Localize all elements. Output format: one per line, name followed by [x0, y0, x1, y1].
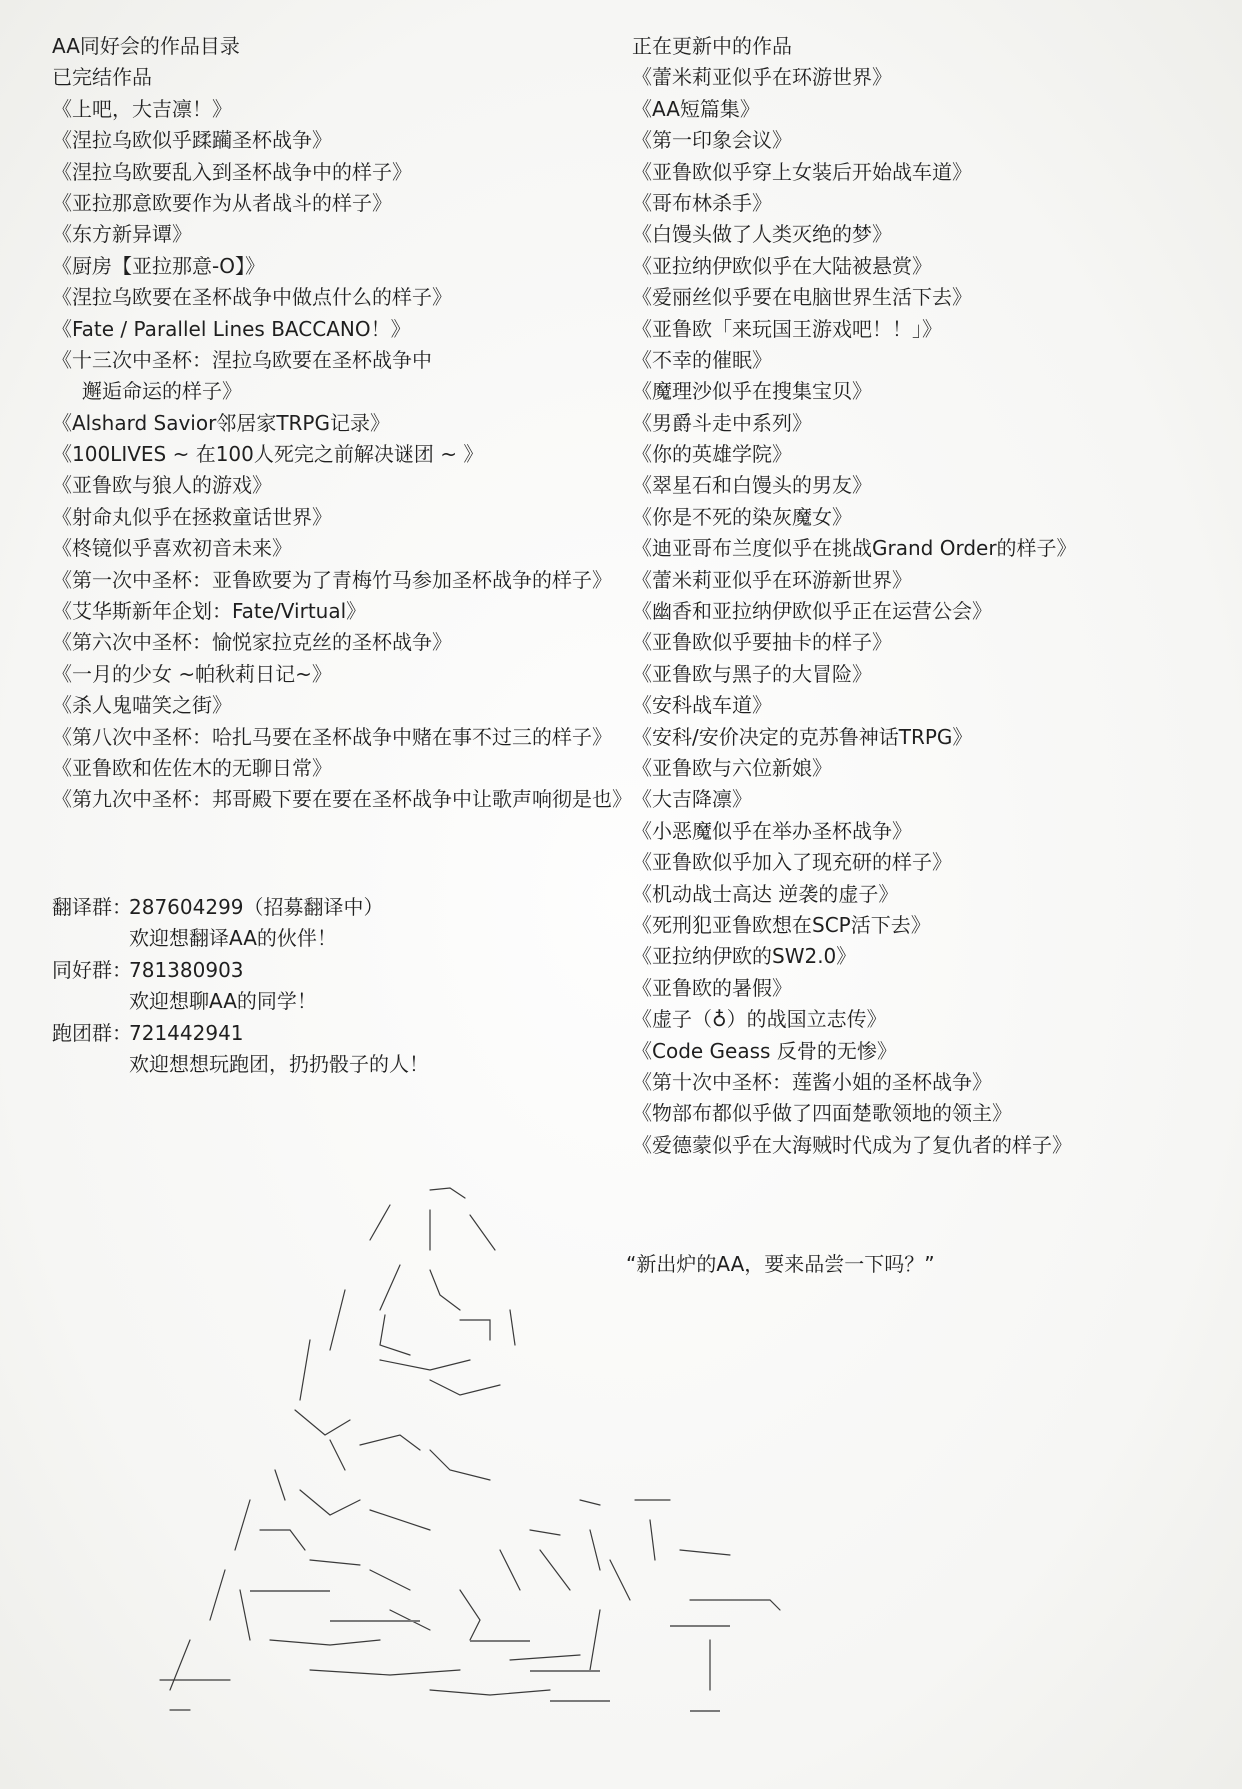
- right-item: 《亚鲁欧「来玩国王游戏吧！！」》: [632, 316, 942, 341]
- left-item: 《亚拉那意欧要作为从者战斗的样子》: [52, 190, 392, 215]
- ascii-art-illustration: [130, 1170, 830, 1730]
- left-subheading: 已完结作品: [52, 65, 152, 90]
- group-info: [52, 892, 429, 1080]
- translate-group-label: 翻译群：: [52, 895, 132, 919]
- run-group-label: 跑团群：: [52, 1020, 132, 1045]
- translate-group-note: 欢迎想翻译AA的伙伴！: [129, 926, 337, 951]
- right-item: 《Code Geass 反骨的无惨》: [632, 1038, 897, 1063]
- left-item: 《涅拉乌欧要乱入到圣杯战争中的样子》: [52, 159, 412, 184]
- right-item: 《蕾米莉亚似乎在环游新世界》: [632, 567, 912, 592]
- right-item: 《哥布林杀手》: [632, 190, 772, 215]
- right-item: 《虚子（♁）的战国立志传》: [632, 1007, 887, 1032]
- right-item: 《不幸的催眠》: [632, 347, 772, 372]
- right-item: 《安科/安价决定的克苏鲁神话TRPG》: [632, 724, 973, 749]
- right-item: 《爱丽丝似乎要在电脑世界生活下去》: [632, 285, 972, 310]
- right-item: 《亚鲁欧与六位新娘》: [632, 755, 832, 780]
- translate-group-row: [52, 892, 429, 923]
- left-item: 《Fate / Parallel Lines BACCANO！》: [52, 316, 411, 341]
- left-item: 《Alshard Savior邻居家TRPG记录》: [52, 410, 390, 435]
- right-item: 《大吉降凛》: [632, 787, 752, 812]
- right-item: 《你的英雄学院》: [632, 442, 792, 467]
- left-item: 《十三次中圣杯：涅拉乌欧要在圣杯战争中: [52, 347, 432, 372]
- right-item: 《翠星石和白馒头的男友》: [632, 473, 872, 498]
- fan-group-note: 欢迎想聊AA的同学！: [129, 989, 317, 1014]
- left-heading: AA同好会的作品目录: [52, 34, 240, 58]
- left-item: 《亚鲁欧和佐佐木的无聊日常》: [52, 755, 332, 780]
- right-item: 《男爵斗走中系列》: [632, 410, 812, 435]
- left-item: 《艾华斯新年企划：Fate/Virtual》: [52, 599, 367, 624]
- right-item: 《亚鲁欧似乎要抽卡的样子》: [632, 630, 892, 655]
- left-column: [52, 31, 632, 816]
- fan-group-row: [52, 955, 429, 986]
- left-item: 《100LIVES ~ 在100人死完之前解决谜团 ~ 》: [52, 442, 484, 467]
- right-item: 《亚拉纳伊欧的SW2.0》: [632, 944, 857, 969]
- right-heading: 正在更新中的作品: [632, 34, 792, 58]
- ascii-art-drawing: [130, 1170, 830, 1730]
- run-group-note: 欢迎想想玩跑团，扔扔骰子的人！: [129, 1051, 429, 1076]
- left-item: 《涅拉乌欧要在圣杯战争中做点什么的样子》: [52, 285, 452, 310]
- left-item: 《亚鲁欧与狼人的游戏》: [52, 473, 272, 498]
- fan-group-number: 781380903: [129, 957, 244, 982]
- right-item: 《死刑犯亚鲁欧想在SCP活下去》: [632, 912, 931, 937]
- left-item: 《第九次中圣杯：邦哥殿下要在要在圣杯战争中让歌声响彻是也》: [52, 787, 632, 812]
- speech-quote: “新出炉的AA，要来品尝一下吗？”: [626, 1252, 935, 1276]
- right-item: 《安科战车道》: [632, 693, 772, 718]
- left-item: 《第八次中圣杯：哈扎马要在圣杯战争中赌在事不过三的样子》: [52, 724, 612, 749]
- left-item: 《柊镜似乎喜欢初音未来》: [52, 536, 292, 561]
- left-item: 《涅拉乌欧似乎蹂躏圣杯战争》: [52, 128, 332, 153]
- right-column: [632, 31, 1232, 1161]
- right-item: 《亚鲁欧似乎穿上女装后开始战车道》: [632, 159, 972, 184]
- left-item: 《第一次中圣杯：亚鲁欧要为了青梅竹马参加圣杯战争的样子》: [52, 567, 612, 592]
- left-item: 《一月的少女 ~帕秋莉日记~》: [52, 661, 332, 686]
- right-item: 《小恶魔似乎在举办圣杯战争》: [632, 818, 912, 843]
- right-item: 《亚鲁欧似乎加入了现充研的样子》: [632, 850, 952, 875]
- right-item: 《亚拉纳伊欧似乎在大陆被悬赏》: [632, 253, 932, 278]
- right-item: 《亚鲁欧的暑假》: [632, 975, 792, 1000]
- right-item: 《幽香和亚拉纳伊欧似乎正在运营公会》: [632, 599, 992, 624]
- right-item: 《第一印象会议》: [632, 128, 792, 153]
- right-item: 《蕾米莉亚似乎在环游世界》: [632, 65, 892, 90]
- left-item: 《厨房【亚拉那意-O】》: [52, 253, 265, 278]
- left-item: 《射命丸似乎在拯救童话世界》: [52, 504, 332, 529]
- left-item: 《杀人鬼喵笑之街》: [52, 693, 232, 718]
- run-group-row: [52, 1018, 429, 1049]
- run-group-number: 721442941: [129, 1020, 244, 1045]
- left-item: 《第六次中圣杯：愉悦家拉克丝的圣杯战争》: [52, 630, 452, 655]
- right-item: 《爱德蒙似乎在大海贼时代成为了复仇者的样子》: [632, 1132, 1072, 1157]
- translate-group-number: 287604299（招募翻译中）: [129, 895, 384, 919]
- left-item: 《上吧，大吉凛！》: [52, 96, 232, 121]
- right-item: 《你是不死的染灰魔女》: [632, 504, 852, 529]
- left-item: 《东方新异谭》: [52, 222, 192, 247]
- right-item: 《机动战士高达 逆袭的虚子》: [632, 881, 899, 906]
- fan-group-label: 同好群：: [52, 957, 132, 982]
- right-item: 《物部布都似乎做了四面楚歌领地的领主》: [632, 1101, 1012, 1126]
- right-item: 《AA短篇集》: [632, 96, 760, 121]
- right-item: 《白馒头做了人类灭绝的梦》: [632, 222, 892, 247]
- left-item-continued: 邂逅命运的样子》: [82, 379, 242, 404]
- right-item: 《魔理沙似乎在搜集宝贝》: [632, 379, 872, 404]
- right-item: 《第十次中圣杯：莲酱小姐的圣杯战争》: [632, 1069, 992, 1094]
- right-item: 《迪亚哥布兰度似乎在挑战Grand Order的样子》: [632, 536, 1077, 561]
- right-item: 《亚鲁欧与黑子的大冒险》: [632, 661, 872, 686]
